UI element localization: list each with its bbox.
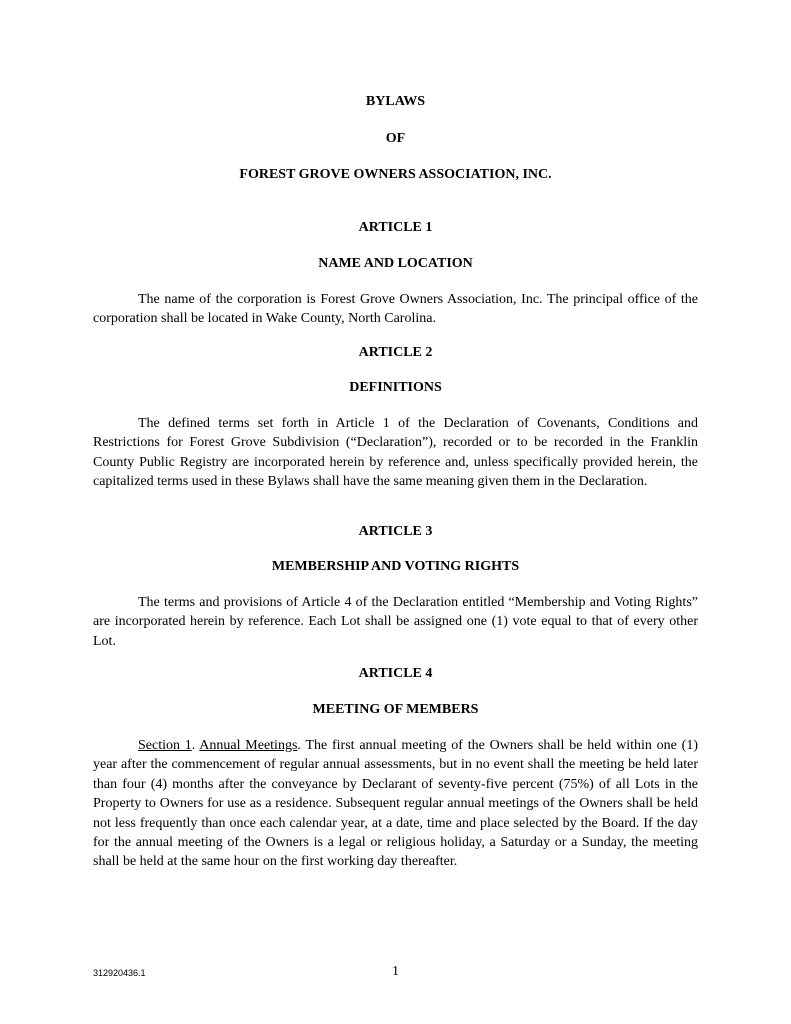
- section-1-body: . The first annual meeting of the Owners shall be held within one (1) year after the commencement of regular annual assessments, but in no event shall the meeting be held later than four (4) months after the conveyance by Declarant of seventy-five percent (75%) of all Lots in the Property to Owners for use as a residence. Subsequent regular annual meetings of the Owners shall be held not less frequently than once each calendar year, at a date, time and place selected by the Board. If the day for the annual meeting of the Owners is a legal or religious holiday, a Saturday or a Sunday, the meeting shall be held at the same hour on the first working day thereafter.: [93, 738, 698, 870]
- article-4-heading: MEETING OF MEMBERS: [312, 702, 479, 717]
- section-1-label: Section 1: [138, 738, 192, 753]
- page-number: 1: [392, 964, 399, 979]
- document-id: 312920436.1: [93, 968, 146, 978]
- title-of: OF: [385, 131, 406, 146]
- article-2-body: The defined terms set forth in Article 1 of the Declaration of Covenants, Conditions and Restrictions for Forest Grove Subdivision (“Declaration”), recorded or to be recorded in the Franklin County Public Registry are incorporated herein by reference and, unless specifically provided herein, the capitalized terms used in these Bylaws shall have the same meaning given them in the Declaration.: [93, 416, 698, 490]
- article-3-number: ARTICLE 3: [358, 524, 433, 539]
- article-4-number: ARTICLE 4: [358, 666, 433, 681]
- article-3-heading: MEMBERSHIP AND VOTING RIGHTS: [271, 559, 520, 574]
- title-association: FOREST GROVE OWNERS ASSOCIATION, INC.: [239, 167, 552, 182]
- article-2-number: ARTICLE 2: [358, 345, 433, 360]
- article-2-heading: DEFINITIONS: [349, 380, 442, 395]
- title-bylaws: BYLAWS: [365, 94, 426, 109]
- article-1-number: ARTICLE 1: [358, 220, 433, 235]
- section-1-separator: .: [191, 738, 200, 753]
- section-1-title: Annual Meetings: [199, 738, 298, 753]
- article-1-heading: NAME AND LOCATION: [318, 256, 473, 271]
- article-1-body: The name of the corporation is Forest Grove Owners Association, Inc. The principal office of the corporation shall be located in Wake County, North Carolina.: [93, 292, 698, 327]
- article-4-section-1: [93, 736, 698, 872]
- article-3-body: The terms and provisions of Article 4 of the Declaration entitled “Membership and Voting Rights” are incorporated herein by reference. Each Lot shall be assigned one (1) vote equal to that of every other Lot.: [93, 595, 698, 649]
